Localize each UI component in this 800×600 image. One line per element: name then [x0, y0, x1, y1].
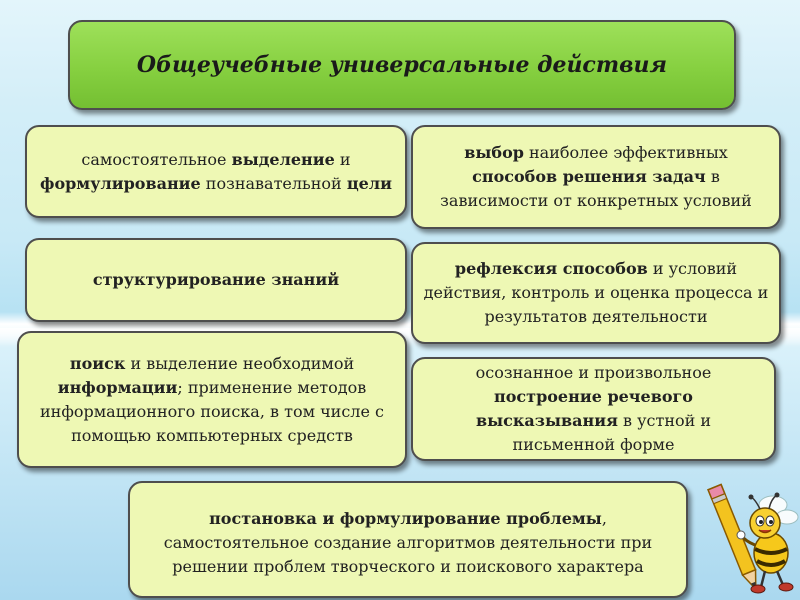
card-text	[29, 352, 395, 448]
text-segment: в зависимости от конкретных условий	[440, 167, 752, 210]
card-text	[423, 141, 769, 213]
action-card-goal-setting	[25, 125, 407, 218]
bee-with-pencil-icon	[705, 465, 800, 600]
text-segment-bold: формулирование	[40, 173, 201, 193]
text-segment: , самостоятельное создание алгоритмов деятельности при решении проблем творческого и поискового характера	[163, 508, 653, 576]
page-title: Общеучебные универсальные действия	[136, 52, 668, 78]
card-text	[93, 268, 339, 292]
card-text	[423, 257, 769, 329]
text-segment-bold: поиск	[69, 353, 126, 373]
text-segment-bold: информации	[57, 377, 178, 397]
text-segment-bold: выделение	[231, 149, 335, 169]
text-segment: и выделение необходимой	[125, 353, 355, 373]
text-segment-bold: рефлексия способов	[454, 259, 648, 278]
action-card-information-search	[17, 331, 407, 468]
card-text	[140, 507, 676, 579]
text-segment-bold: цели	[346, 173, 392, 193]
action-card-speech-construction	[411, 357, 776, 461]
title-banner	[68, 20, 736, 110]
text-segment-bold: построение речевого высказывания	[475, 387, 693, 430]
text-segment-bold: выбор	[464, 143, 524, 162]
text-segment: ; применение методов информационного поиска, в том числе с помощью компьютерных средств	[40, 377, 384, 445]
text-segment-bold: постановка и формулирование проблемы	[209, 508, 602, 528]
text-segment: наиболее эффективных	[523, 143, 728, 162]
text-segment: и	[334, 149, 351, 169]
action-card-reflection	[411, 242, 781, 344]
text-segment: самостоятельное	[81, 149, 232, 169]
text-segment-bold: структурирование знаний	[92, 270, 340, 289]
card-text	[37, 148, 395, 196]
text-segment: познавательной	[200, 173, 347, 193]
action-card-choosing-methods	[411, 125, 781, 229]
text-segment: и условий действия, контроль и оценка процесса и результатов деятельности	[423, 259, 769, 326]
text-segment: осознанное и произвольное	[475, 363, 712, 382]
action-card-problem-formulation	[128, 481, 688, 598]
action-card-structuring-knowledge	[25, 238, 407, 322]
card-text	[423, 361, 764, 457]
text-segment-bold: способов решения задач	[472, 167, 706, 186]
text-segment: в устной и письменной форме	[512, 411, 712, 454]
